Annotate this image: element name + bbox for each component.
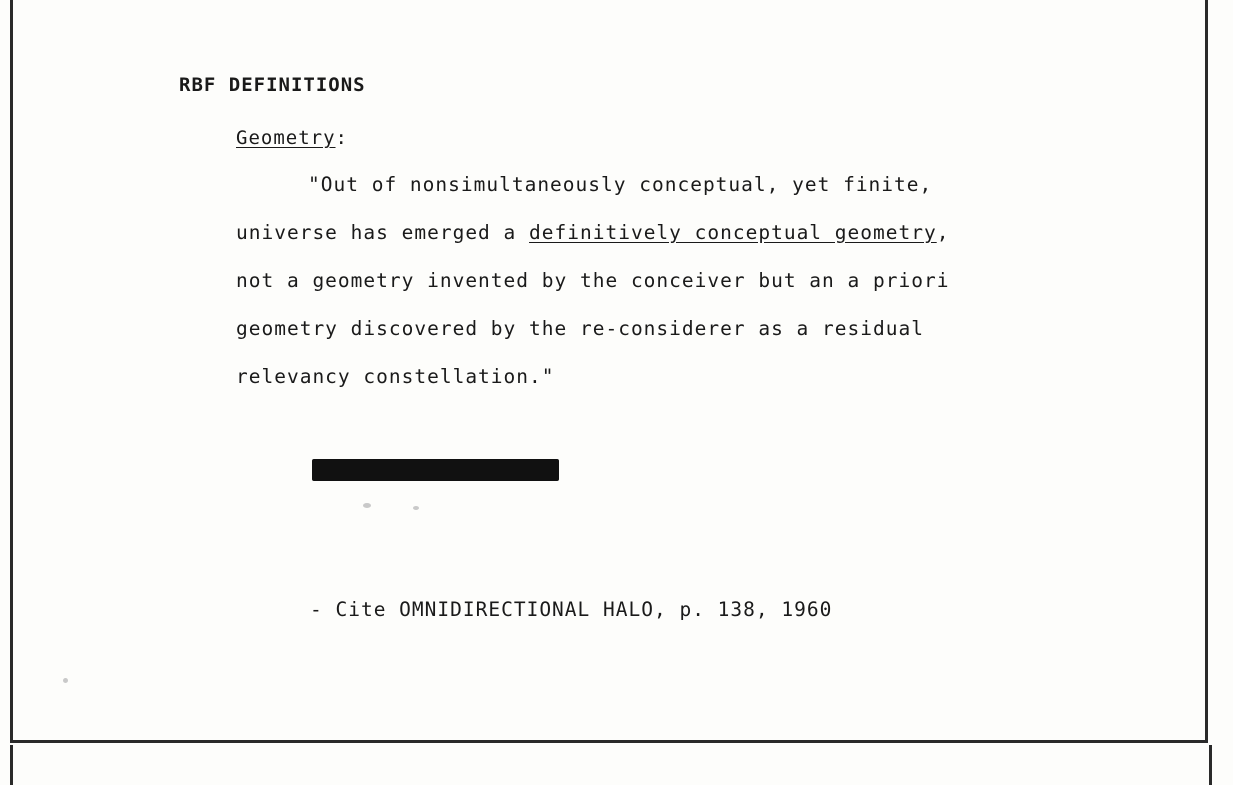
top-edge-marks xyxy=(13,0,1205,2)
subheading-colon: : xyxy=(335,127,348,149)
underlined-phrase: definitively conceptual geometry xyxy=(529,221,937,244)
quote-line-3: not a geometry invented by the conceiver but an a priori xyxy=(236,269,950,292)
quote-line-1: "Out of nonsimultaneously conceptual, yet finite, xyxy=(308,173,933,196)
quote-line-2-end: , xyxy=(936,221,950,244)
quote-line-2 xyxy=(236,220,949,268)
paper-speck xyxy=(413,506,419,510)
index-card xyxy=(10,0,1208,743)
quote-line-5: relevancy constellation." xyxy=(236,365,555,388)
citation: - Cite OMNIDIRECTIONAL HALO, p. 138, 1960 xyxy=(310,598,833,621)
document-heading: RBF DEFINITIONS xyxy=(179,74,366,96)
next-card-edge xyxy=(10,745,1212,785)
subheading xyxy=(236,127,348,149)
quote-line-2-start: universe has emerged a xyxy=(236,221,530,244)
paper-speck xyxy=(363,503,371,508)
redaction-bar xyxy=(312,459,559,481)
quote-line-4: geometry discovered by the re-considerer as a residual xyxy=(236,317,924,340)
paper-speck xyxy=(63,678,68,683)
definition-quote xyxy=(236,172,949,412)
subheading-term: Geometry xyxy=(236,127,336,149)
